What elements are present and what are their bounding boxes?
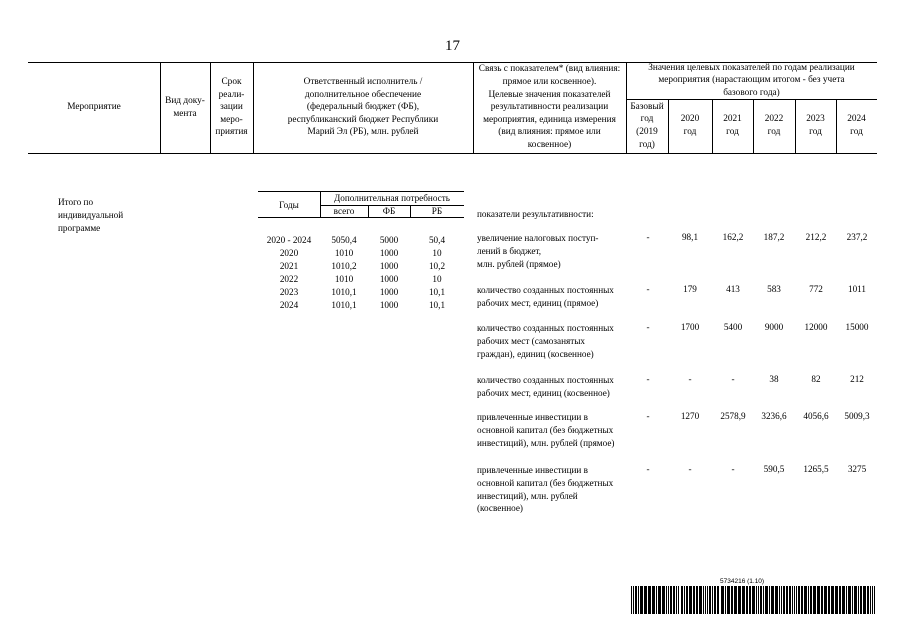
funding-row-years: 2021	[279, 261, 299, 271]
indicator-year-value: -	[731, 374, 735, 384]
indicator-base-value: -	[646, 284, 650, 294]
indicator-year-value: -	[731, 464, 735, 474]
indicator-text-line: рабочих мест, единиц (прямое)	[477, 297, 599, 308]
header-activity: Мероприятие	[67, 102, 121, 113]
indicator-text-line: рабочих мест (самозанятых	[477, 335, 586, 346]
page-number: 17	[445, 38, 460, 54]
indicator-text-line: привлеченные инвестиции в	[477, 412, 588, 422]
header-year-2022: 2022 год	[764, 114, 784, 137]
indicator-text-line: граждан), единиц (косвенное)	[477, 348, 594, 359]
funding-row-years: 2022	[279, 274, 299, 284]
funding-row-rb: 50,4	[428, 235, 446, 245]
indicator-base-value: -	[646, 232, 650, 242]
indicator-text-line: млн. рублей (прямое)	[477, 258, 561, 269]
indicator-year-value: 212	[850, 374, 864, 384]
indicator-year-value: 9000	[764, 322, 784, 332]
header-link: Связь с показателем* (вид влияния: прямое или косвенное). Целевые значения показателей результативности реализации мероприятия, единица измерения (вид влияния: прямое или косвенное)	[478, 64, 621, 150]
header-base-year: Базовый год (2019 год)	[630, 101, 664, 150]
funding-col-total: всего	[333, 206, 355, 216]
funding-row-rb: 10,1	[428, 300, 446, 310]
indicator-base-value: -	[646, 411, 650, 421]
funding-row-years: 2020 - 2024	[266, 235, 312, 245]
indicator-year-value: 212,2	[805, 232, 827, 242]
indicator-year-value: 1265,5	[803, 464, 829, 474]
indicator-year-value: 583	[767, 284, 781, 294]
funding-row-years: 2024	[279, 300, 299, 310]
indicator-text-line: основной капитал (без бюджетных	[477, 477, 614, 488]
barcode-image	[631, 586, 875, 614]
indicator-year-value: -	[688, 464, 692, 474]
funding-row-total: 1010,1	[331, 300, 357, 310]
funding-row-total: 1010	[334, 274, 354, 284]
header-year-2023: 2023 год	[806, 114, 825, 137]
indicator-text-line: (косвенное)	[477, 503, 523, 514]
header-values-title: Значения целевых показателей по годам реализации мероприятия (нарастающим итогом - без учета базового года)	[648, 62, 855, 98]
indicator-text-line: рабочих мест, единиц (косвенное)	[477, 387, 610, 398]
indicator-year-value: 2578,9	[720, 411, 746, 421]
indicator-text-line: привлеченные инвестиции в	[477, 465, 588, 475]
indicator-text-line: количество созданных постоянных	[477, 323, 614, 333]
header-year-2024: 2024 год	[847, 114, 866, 137]
funding-row-total: 5050,4	[331, 235, 357, 245]
funding-col-rb: РБ	[431, 206, 443, 216]
indicator-year-value: 3275	[847, 464, 867, 474]
funding-row-rb: 10	[432, 274, 442, 284]
header-deadline: Срок реали- зации меро- приятия	[215, 77, 248, 138]
funding-row-rb: 10,2	[428, 261, 446, 271]
indicator-text-line: лений в бюджет,	[477, 245, 542, 256]
funding-row-years: 2023	[279, 287, 299, 297]
indicator-text-line: основной капитал (без бюджетных	[477, 424, 614, 435]
indicators-title: показатели результативности:	[477, 209, 594, 219]
funding-row-total: 1010	[334, 248, 354, 258]
indicator-year-value: 413	[726, 284, 740, 294]
indicator-year-value: 187,2	[763, 232, 785, 242]
funding-row-fb: 1000	[379, 261, 399, 271]
indicator-text-line: инвестиций), млн. рублей (прямое)	[477, 437, 615, 448]
indicator-year-value: 38	[769, 374, 779, 384]
indicator-year-value: 3236,6	[761, 411, 787, 421]
indicator-year-value: -	[688, 374, 692, 384]
barcode-number: 5734216 (1.10)	[720, 578, 765, 585]
funding-col-need: Дополнительная потребность	[334, 193, 450, 203]
indicator-year-value: 1011	[847, 284, 867, 294]
indicator-year-value: 179	[683, 284, 697, 294]
indicator-year-value: 1270	[680, 411, 700, 421]
funding-row-fb: 5000	[379, 235, 399, 245]
header-year-2021: 2021 год	[723, 114, 742, 137]
indicator-year-value: 4056,6	[803, 411, 829, 421]
indicator-year-value: 590,5	[763, 464, 785, 474]
funding-row-rb: 10,1	[428, 287, 446, 297]
indicator-text-line: количество созданных постоянных	[477, 285, 614, 295]
indicator-year-value: 5400	[723, 322, 743, 332]
indicator-year-value: 12000	[804, 322, 828, 332]
indicator-text-line: увеличение налоговых поступ-	[477, 233, 599, 243]
header-year-2020: 2020 год	[680, 114, 700, 137]
indicator-year-value: 1700	[680, 322, 700, 332]
indicator-year-value: 5009,3	[844, 411, 870, 421]
funding-row-total: 1010,2	[331, 261, 357, 271]
funding-row-rb: 10	[432, 248, 442, 258]
indicator-year-value: 15000	[845, 322, 869, 332]
indicator-text	[477, 374, 627, 400]
funding-row-years: 2020	[279, 248, 299, 258]
funding-row-fb: 1000	[379, 248, 399, 258]
indicator-year-value: 82	[811, 374, 821, 384]
indicator-text	[477, 232, 627, 270]
funding-col-fb: ФБ	[382, 206, 396, 216]
funding-col-years: Годы	[279, 200, 299, 210]
funding-row-fb: 1000	[379, 287, 399, 297]
indicator-base-value: -	[646, 374, 650, 384]
indicator-text	[477, 284, 627, 310]
indicator-text-line: инвестиций), млн. рублей	[477, 490, 578, 501]
indicator-base-value: -	[646, 464, 650, 474]
indicator-year-value: 98,1	[681, 232, 699, 242]
indicator-text	[477, 464, 627, 515]
indicator-text	[477, 411, 627, 449]
funding-row-fb: 1000	[379, 274, 399, 284]
indicator-year-value: 772	[809, 284, 823, 294]
indicator-year-value: 237,2	[846, 232, 868, 242]
header-executor: Ответственный исполнитель / дополнительное обеспечение (федеральный бюджет (ФБ), республиканский бюджет Республики Марий Эл (РБ), млн. рублей	[287, 77, 439, 138]
header-doc-type: Вид доку- мента	[165, 95, 205, 119]
indicator-text-line: количество созданных постоянных	[477, 375, 614, 385]
indicator-year-value: 162,2	[722, 232, 744, 242]
indicator-base-value: -	[646, 322, 650, 332]
funding-row-fb: 1000	[379, 300, 399, 310]
indicator-text	[477, 322, 627, 360]
funding-row-total: 1010,1	[331, 287, 357, 297]
program-total-label: Итого по индивидуальной программе	[58, 197, 124, 233]
